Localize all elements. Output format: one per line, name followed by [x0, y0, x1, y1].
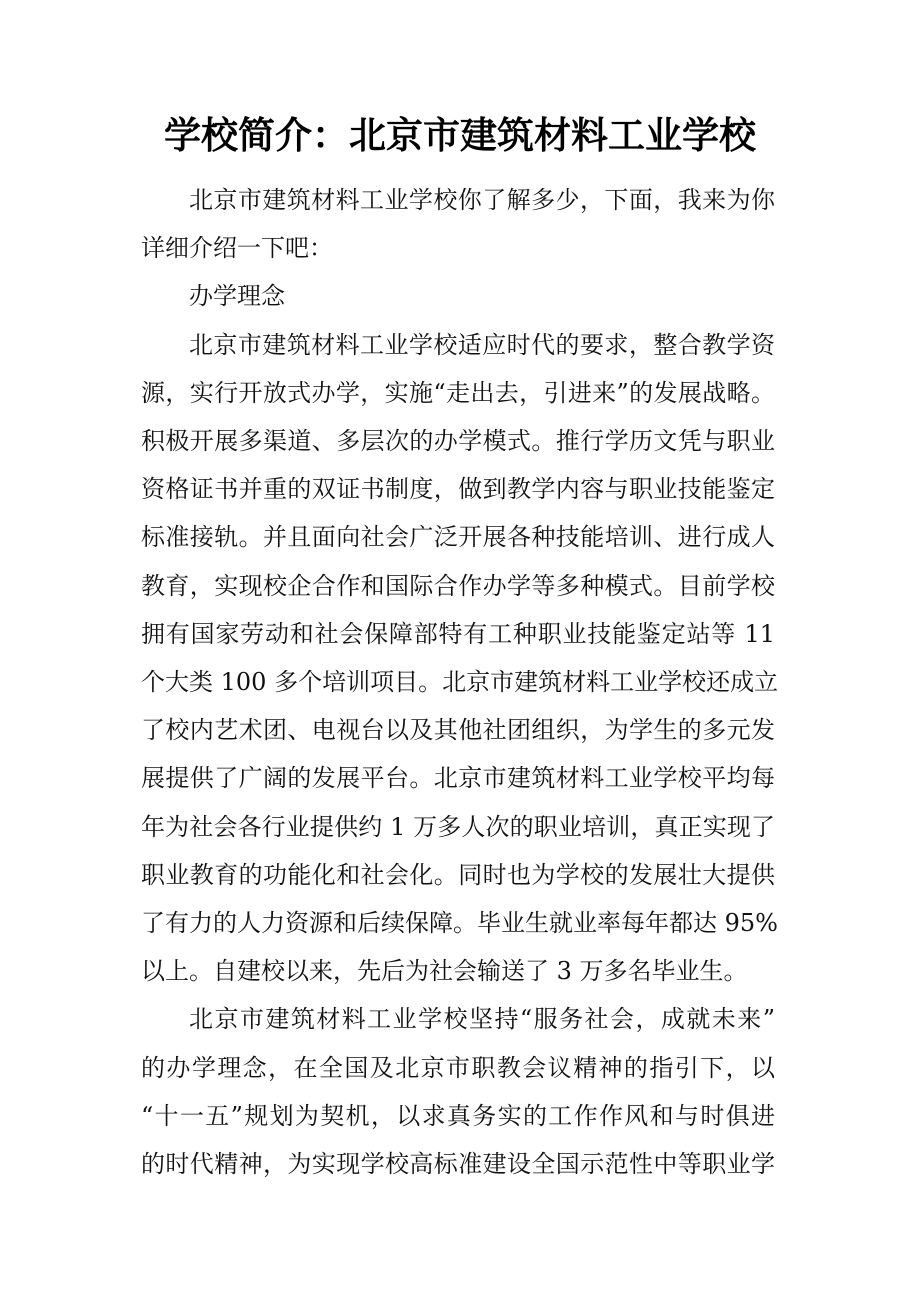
- text-line: 办学理念: [189, 282, 285, 311]
- text-line: 了有力的人力资源和后续保障。毕业生就业率每年都达 95%: [141, 909, 778, 937]
- text-line: 详细介绍一下吧：: [141, 234, 333, 263]
- text-line: 了校内艺术团、电视台以及其他社团组织，为学生的多元发: [141, 716, 775, 745]
- text-line: 标准接轨。并且面向社会广泛开展各种技能培训、进行成人: [141, 523, 775, 552]
- text-line: 积极开展多渠道、多层次的办学模式。推行学历文凭与职业: [141, 427, 775, 455]
- text-line: 以上。自建校以来，先后为社会输送了 3 万多名毕业生。: [141, 957, 748, 986]
- text-line: 北京市建筑材料工业学校你了解多少，下面，我来为你: [189, 186, 775, 214]
- text-line: 职业教育的功能化和社会化。同时也为学校的发展壮大提供: [141, 860, 775, 889]
- text-line: 拥有国家劳动和社会保障部特有工种职业技能鉴定站等 11: [141, 619, 775, 648]
- text-line: 北京市建筑材料工业学校适应时代的要求，整合教学资: [189, 330, 775, 359]
- text-line: 的办学理念，在全国及北京市职教会议精神的指引下，以: [141, 1053, 775, 1082]
- text-line: 源，实行开放式办学，实施“走出去，引进来”的发展战略。: [141, 378, 775, 407]
- text-line: 资格证书并重的双证书制度，做到教学内容与职业技能鉴定: [141, 475, 775, 504]
- document-title: 学校简介：北京市建筑材料工业学校: [164, 113, 756, 157]
- text-line: 展提供了广阔的发展平台。北京市建筑材料工业学校平均每: [141, 764, 775, 793]
- text-line: 个大类 100 多个培训项目。北京市建筑材料工业学校还成立: [141, 668, 779, 696]
- text-line: 教育，实现校企合作和国际合作办学等多种模式。目前学校: [141, 571, 775, 600]
- text-line: 北京市建筑材料工业学校坚持“服务社会，成就未来”: [189, 1005, 775, 1034]
- text-line: 的时代精神，为实现学校高标准建设全国示范性中等职业学: [141, 1150, 775, 1178]
- text-line: “十一五”规划为契机，以求真务实的工作作风和与时俱进: [141, 1101, 775, 1130]
- text-line: 年为社会各行业提供约 1 万多人次的职业培训，真正实现了: [141, 812, 775, 841]
